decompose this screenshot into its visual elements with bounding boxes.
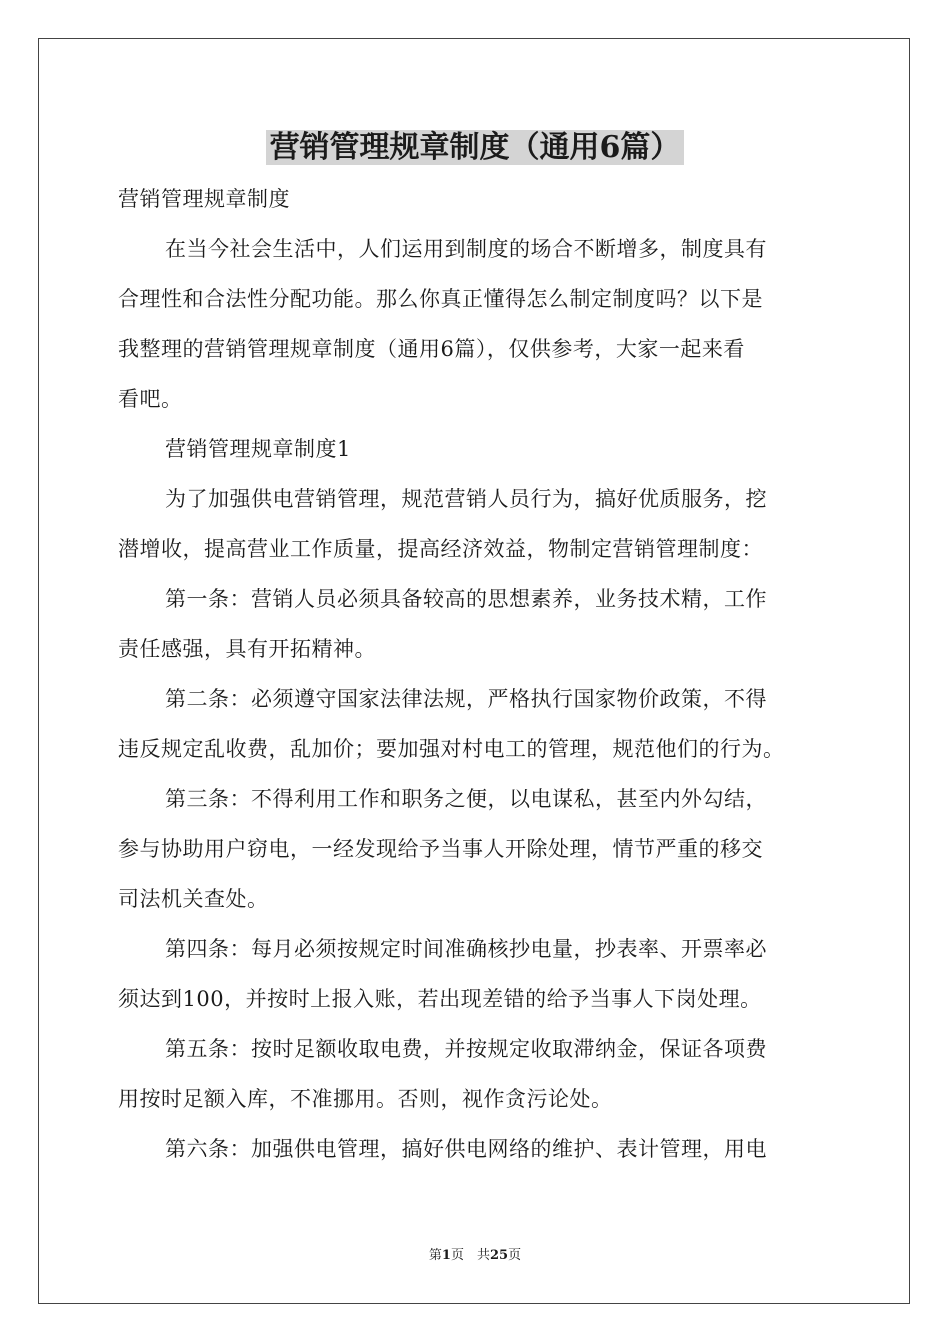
subtitle-line: 营销管理规章制度 [118, 187, 290, 211]
paragraph-line: 潜增收，提高营业工作质量，提高经济效益，物制定营销管理制度： [118, 537, 763, 561]
page-border [38, 38, 910, 1304]
article-line: 第二条：必须遵守国家法律法规，严格执行国家物价政策，不得 [165, 687, 767, 711]
article-line: 第一条：营销人员必须具备较高的思想素养，业务技术精，工作 [165, 587, 767, 611]
page-footer [0, 1246, 950, 1266]
document-title-text: 营销管理规章制度（通用6篇） [266, 130, 685, 165]
article-line: 违反规定乱收费，乱加价；要加强对村电工的管理，规范他们的行为。 [118, 737, 785, 761]
page-current: 1 [441, 1248, 451, 1263]
article-line: 第五条：按时足额收取电费，并按规定收取滞纳金，保证各项费 [165, 1037, 767, 1061]
page-prefix: 第 [428, 1248, 442, 1263]
page-suffix: 页 [508, 1248, 522, 1263]
document-title [0, 126, 950, 170]
paragraph-line: 合理性和合法性分配功能。那么你真正懂得怎么制定制度吗？以下是 [118, 287, 763, 311]
paragraph-line: 看吧。 [118, 387, 183, 411]
article-line: 第六条：加强供电管理，搞好供电网络的维护、表计管理，用电 [165, 1137, 767, 1161]
paragraph-line: 我整理的营销管理规章制度（通用6篇），仅供参考，大家一起来看 [118, 337, 745, 361]
article-line: 第四条：每月必须按规定时间准确核抄电量，抄表率、开票率必 [165, 937, 767, 961]
page-total: 25 [489, 1248, 509, 1263]
page-mid: 页 共 [450, 1248, 490, 1263]
article-line: 参与协助用户窃电，一经发现给予当事人开除处理，情节严重的移交 [118, 837, 763, 861]
section-heading: 营销管理规章制度1 [165, 437, 351, 461]
paragraph-line: 在当今社会生活中，人们运用到制度的场合不断增多，制度具有 [165, 237, 767, 261]
article-line: 用按时足额入库，不准挪用。否则，视作贪污论处。 [118, 1087, 613, 1111]
article-line: 司法机关查处。 [118, 887, 269, 911]
article-line: 责任感强，具有开拓精神。 [118, 637, 376, 661]
paragraph-line: 为了加强供电营销管理，规范营销人员行为，搞好优质服务，挖 [165, 487, 767, 511]
article-line: 第三条：不得利用工作和职务之便，以电谋私，甚至内外勾结， [165, 787, 767, 811]
article-line: 须达到100，并按时上报入账，若出现差错的给予当事人下岗处理。 [118, 987, 762, 1011]
